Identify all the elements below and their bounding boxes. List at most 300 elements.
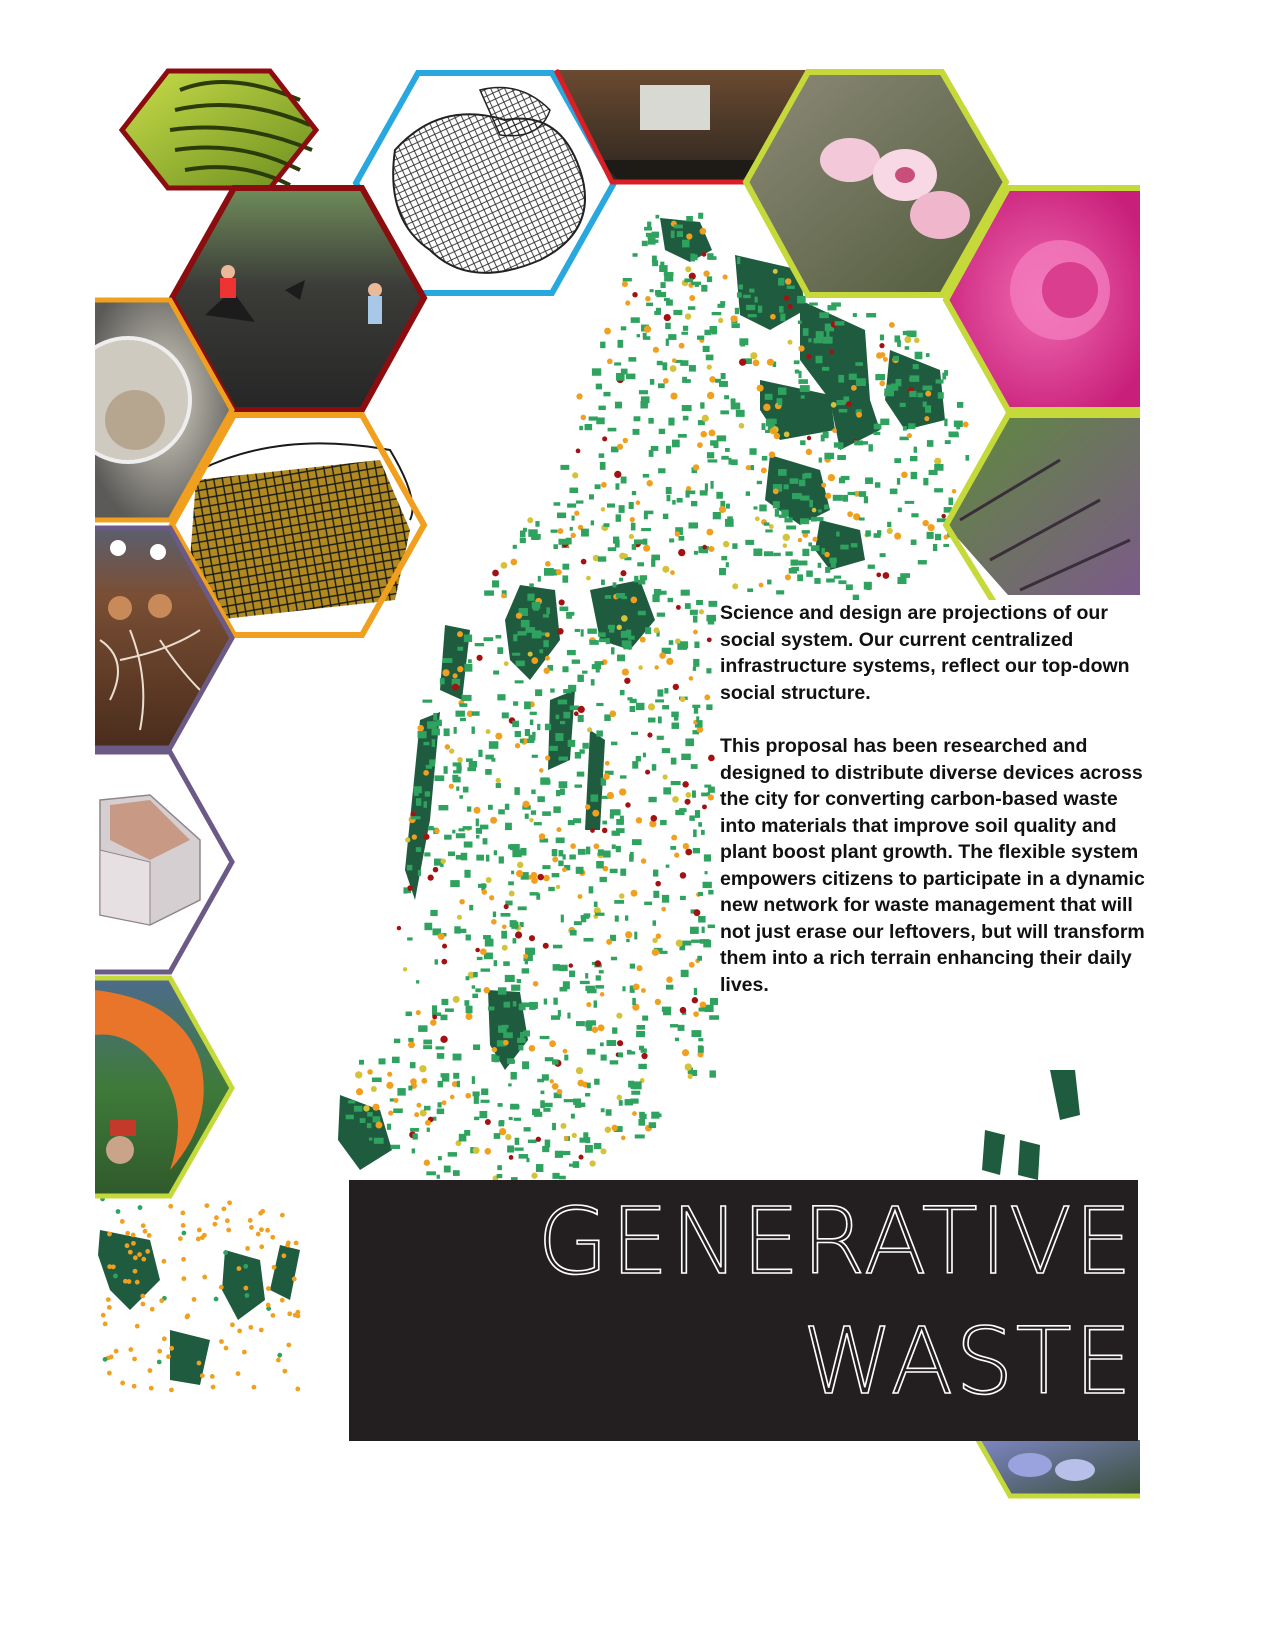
- map-site-mark: [911, 472, 918, 479]
- map-site-mark: [761, 423, 765, 430]
- map-site-mark: [632, 491, 636, 495]
- map-site-mark: [562, 575, 568, 582]
- map-site-mark: [624, 678, 630, 684]
- map-site-mark: [569, 855, 576, 860]
- map-site-mark: [800, 385, 810, 392]
- map-site-mark: [621, 1136, 626, 1141]
- map-site-mark: [515, 680, 524, 683]
- map-site-mark: [559, 606, 568, 611]
- title-line-1: GENERATIVE: [537, 1188, 1134, 1295]
- map-site-mark: [831, 402, 837, 408]
- map-site-mark: [515, 731, 521, 737]
- map-site-mark: [607, 1040, 617, 1046]
- map-site-mark: [440, 1015, 447, 1021]
- map-site-mark: [787, 286, 795, 289]
- map-site-mark: [214, 1215, 219, 1220]
- map-site-mark: [486, 729, 491, 734]
- map-site-mark: [684, 278, 693, 282]
- map-site-mark: [719, 506, 726, 513]
- map-site-mark: [598, 556, 606, 561]
- map-site-mark: [432, 729, 440, 736]
- map-site-mark: [212, 1222, 217, 1227]
- map-site-mark: [778, 387, 786, 394]
- map-site-mark: [646, 303, 653, 307]
- map-site-mark: [640, 637, 646, 643]
- map-site-mark: [897, 577, 906, 584]
- map-site-mark: [483, 838, 488, 844]
- map-site-mark: [438, 1081, 443, 1087]
- map-site-mark: [801, 395, 805, 398]
- map-site-mark: [683, 326, 688, 331]
- map-site-mark: [802, 549, 809, 556]
- map-site-mark: [243, 1264, 248, 1269]
- map-site-mark: [599, 453, 605, 458]
- map-site-mark: [620, 775, 627, 778]
- map-site-mark: [211, 1385, 216, 1390]
- map-site-mark: [456, 833, 465, 838]
- map-site-mark: [592, 1027, 598, 1033]
- map-site-mark: [638, 611, 646, 615]
- map-site-mark: [513, 1001, 517, 1006]
- map-site-mark: [558, 861, 563, 867]
- map-site-mark: [671, 758, 677, 765]
- map-site-mark: [374, 1138, 384, 1144]
- map-site-mark: [166, 1354, 171, 1359]
- map-site-mark: [181, 1257, 186, 1262]
- map-site-mark: [416, 847, 421, 852]
- map-site-mark: [683, 416, 689, 421]
- map-site-mark: [601, 580, 605, 585]
- map-site-mark: [457, 1081, 460, 1087]
- map-site-mark: [855, 362, 863, 366]
- map-site-mark: [227, 1200, 232, 1205]
- map-site-mark: [625, 300, 630, 305]
- map-site-mark: [575, 1104, 582, 1108]
- map-site-mark: [702, 415, 709, 422]
- map-site-mark: [623, 553, 628, 558]
- map-site-mark: [420, 1110, 427, 1117]
- map-site-mark: [880, 335, 884, 341]
- map-site-mark: [670, 846, 676, 850]
- map-site-mark: [454, 926, 460, 933]
- map-site-mark: [695, 810, 700, 818]
- map-site-mark: [727, 516, 733, 522]
- map-site-mark: [412, 1148, 415, 1153]
- map-site-mark: [460, 718, 466, 721]
- map-site-mark: [277, 1353, 282, 1358]
- map-site-mark: [237, 1329, 242, 1334]
- map-site-mark: [658, 468, 665, 473]
- map-site-mark: [520, 739, 524, 743]
- map-site-mark: [149, 1386, 154, 1391]
- map-site-mark: [836, 532, 839, 537]
- map-site-mark: [585, 1145, 593, 1153]
- map-site-mark: [660, 820, 667, 825]
- map-site-mark: [605, 595, 611, 599]
- map-site-mark: [736, 410, 745, 417]
- map-site-mark: [927, 532, 934, 539]
- map-site-mark: [915, 352, 923, 360]
- map-site-mark: [928, 524, 935, 531]
- map-site-mark: [543, 1103, 552, 1107]
- map-site-mark: [513, 938, 517, 943]
- map-site-mark: [616, 846, 621, 852]
- map-site-mark: [934, 488, 943, 492]
- map-site-mark: [372, 1077, 382, 1082]
- map-site-mark: [560, 465, 569, 470]
- map-site-mark: [379, 1058, 386, 1064]
- map-site-mark: [422, 700, 432, 703]
- map-site-mark: [649, 450, 654, 457]
- map-site-mark: [672, 358, 677, 363]
- map-site-mark: [564, 1136, 569, 1141]
- map-site-mark: [594, 1143, 602, 1149]
- map-site-mark: [610, 1060, 619, 1064]
- map-site-mark: [642, 241, 648, 246]
- map-site-mark: [788, 340, 793, 345]
- map-site-mark: [671, 781, 681, 785]
- map-site-mark: [788, 304, 793, 309]
- map-site-mark: [847, 511, 853, 517]
- map-site-mark: [438, 805, 448, 810]
- map-site-mark: [148, 1368, 153, 1373]
- map-site-mark: [808, 338, 811, 342]
- map-site-mark: [596, 975, 601, 980]
- map-site-mark: [911, 540, 917, 545]
- map-site-mark: [631, 317, 640, 323]
- map-site-mark: [147, 1233, 152, 1238]
- map-site-mark: [476, 655, 482, 661]
- map-site-mark: [620, 869, 626, 876]
- map-site-mark: [802, 474, 805, 480]
- map-site-mark: [463, 787, 469, 793]
- map-site-mark: [602, 821, 607, 825]
- map-site-mark: [416, 1010, 421, 1015]
- map-site-mark: [553, 806, 560, 813]
- map-site-mark: [178, 1236, 183, 1241]
- map-site-mark: [874, 533, 881, 538]
- map-site-mark: [619, 505, 625, 513]
- map-site-mark: [672, 440, 680, 448]
- map-site-mark: [924, 416, 929, 421]
- map-site-mark: [424, 1160, 430, 1166]
- map-site-mark: [560, 1123, 566, 1129]
- map-site-mark: [590, 828, 595, 833]
- map-site-mark: [718, 318, 723, 323]
- map-site-mark: [133, 1255, 138, 1260]
- map-site-mark: [601, 482, 607, 488]
- map-site-mark: [616, 828, 625, 833]
- map-site-mark: [416, 798, 421, 806]
- map-site-mark: [617, 1095, 623, 1101]
- map-site-mark: [670, 365, 677, 372]
- map-site-mark: [592, 664, 601, 669]
- map-site-mark: [636, 703, 644, 710]
- map-site-mark: [739, 284, 743, 289]
- map-site-mark: [586, 1002, 591, 1007]
- map-site-mark: [630, 597, 637, 604]
- map-site-mark: [614, 471, 621, 478]
- map-site-mark: [879, 381, 885, 387]
- map-site-mark: [432, 1015, 437, 1020]
- map-site-mark: [573, 818, 581, 823]
- map-site-mark: [576, 1067, 583, 1074]
- map-site-mark: [688, 306, 695, 310]
- map-site-mark: [665, 323, 671, 329]
- map-site-mark: [568, 685, 576, 692]
- map-site-mark: [774, 433, 781, 440]
- map-site-mark: [601, 507, 606, 512]
- map-site-mark: [511, 922, 518, 929]
- map-site-mark: [648, 238, 656, 245]
- map-site-mark: [731, 403, 741, 410]
- map-site-mark: [749, 289, 754, 293]
- map-site-mark: [615, 402, 622, 409]
- map-site-mark: [517, 862, 523, 868]
- map-site-mark: [459, 899, 465, 905]
- map-site-mark: [732, 583, 738, 589]
- map-site-mark: [917, 393, 922, 398]
- map-site-mark: [449, 784, 454, 789]
- map-site-mark: [515, 1138, 520, 1145]
- map-site-mark: [410, 1062, 416, 1068]
- body-paragraph-1: Science and design are projections of our social system. Our current centralized infrastructure systems, reflect our top-down social structure.: [720, 602, 1130, 704]
- map-site-mark: [699, 1008, 708, 1012]
- map-site-mark: [595, 484, 601, 489]
- map-site-mark: [437, 1175, 440, 1179]
- map-site-mark: [636, 817, 642, 823]
- map-site-mark: [585, 1021, 592, 1027]
- map-site-mark: [450, 880, 459, 887]
- map-site-mark: [440, 858, 446, 864]
- map-site-mark: [707, 364, 712, 369]
- map-site-mark: [113, 1274, 118, 1279]
- map-site-mark: [576, 867, 584, 874]
- map-site-mark: [702, 804, 707, 809]
- map-site-mark: [375, 1122, 382, 1129]
- map-site-mark: [615, 483, 619, 489]
- map-site-mark: [770, 419, 776, 424]
- map-site-mark: [691, 501, 697, 506]
- map-site-mark: [816, 356, 823, 364]
- map-site-mark: [595, 913, 605, 916]
- map-site-mark: [897, 478, 900, 485]
- map-site-mark: [739, 359, 746, 366]
- map-site-mark: [531, 810, 536, 814]
- map-site-mark: [682, 240, 689, 248]
- map-site-mark: [668, 598, 674, 602]
- map-site-mark: [875, 482, 880, 487]
- map-site-mark: [522, 801, 529, 808]
- map-site-mark: [914, 447, 917, 453]
- map-site-mark: [498, 1103, 503, 1107]
- map-site-mark: [243, 1286, 248, 1291]
- map-site-mark: [691, 764, 698, 769]
- map-site-mark: [581, 529, 589, 537]
- map-site-mark: [936, 379, 944, 383]
- map-site-mark: [482, 889, 488, 895]
- map-site-mark: [372, 1104, 379, 1111]
- map-site-mark: [891, 383, 898, 390]
- map-site-mark: [457, 915, 462, 920]
- map-site-mark: [784, 484, 789, 489]
- map-site-mark: [644, 326, 651, 333]
- map-site-mark: [512, 850, 521, 858]
- map-site-mark: [732, 543, 737, 549]
- map-site-mark: [629, 854, 633, 861]
- map-site-mark: [883, 357, 888, 362]
- map-site-mark: [456, 766, 461, 771]
- map-site-mark: [493, 670, 499, 674]
- map-site-mark: [477, 957, 483, 960]
- body-paragraph-2: This proposal has been researched and designed to distribute diverse devices across the city for converting carbon-based waste into materials that improve soil quality and plant boost plant growth. The flexible system empowers citizens to participate in a dynamic new network for waste management that will not just erase our leftovers, but will transform them into a rich terrain enhancing their daily lives.: [720, 735, 1145, 996]
- map-site-mark: [575, 752, 581, 759]
- map-site-mark: [369, 1138, 373, 1141]
- map-site-mark: [689, 962, 695, 968]
- map-site-mark: [271, 1313, 276, 1318]
- map-site-mark: [252, 1385, 257, 1390]
- map-site-mark: [698, 213, 703, 219]
- map-site-mark: [713, 512, 721, 519]
- map-site-mark: [709, 430, 716, 437]
- map-site-mark: [363, 1105, 369, 1111]
- map-site-mark: [666, 985, 673, 990]
- map-site-mark: [824, 505, 829, 510]
- map-site-mark: [418, 731, 427, 738]
- map-site-mark: [865, 477, 873, 484]
- map-site-mark: [811, 545, 820, 551]
- map-site-mark: [621, 477, 627, 484]
- map-site-mark: [529, 583, 534, 587]
- map-site-mark: [567, 503, 576, 507]
- map-site-mark: [707, 392, 714, 399]
- map-site-mark: [464, 1000, 469, 1006]
- map-site-mark: [578, 715, 584, 722]
- map-site-mark: [224, 1346, 229, 1351]
- title-block: [349, 1180, 1138, 1441]
- map-site-mark: [589, 886, 594, 893]
- map-site-mark: [763, 404, 770, 411]
- map-site-mark: [576, 393, 582, 399]
- map-site-mark: [433, 867, 439, 873]
- map-site-mark: [841, 476, 850, 480]
- map-site-mark: [387, 1072, 392, 1077]
- map-site-mark: [829, 350, 834, 355]
- map-site-mark: [582, 671, 587, 674]
- map-site-mark: [545, 755, 550, 760]
- map-site-mark: [242, 1350, 247, 1355]
- map-site-mark: [598, 632, 606, 637]
- map-site-mark: [587, 1049, 596, 1055]
- map-site-mark: [448, 852, 455, 857]
- map-site-mark: [545, 656, 550, 661]
- map-site-mark: [694, 988, 697, 995]
- map-site-mark: [489, 741, 499, 749]
- map-site-mark: [607, 503, 615, 507]
- map-site-mark: [424, 801, 427, 808]
- map-site-mark: [496, 783, 501, 788]
- map-site-mark: [613, 582, 617, 587]
- map-site-mark: [784, 431, 790, 437]
- map-site-mark: [887, 528, 893, 534]
- map-site-mark: [106, 1297, 111, 1302]
- map-site-mark: [464, 635, 472, 643]
- map-site-mark: [505, 975, 515, 982]
- map-site-mark: [596, 730, 603, 736]
- map-site-mark: [576, 449, 581, 454]
- map-site-mark: [909, 378, 918, 381]
- map-site-mark: [610, 869, 618, 873]
- map-site-mark: [643, 545, 650, 552]
- map-site-mark: [200, 1235, 205, 1240]
- map-site-mark: [453, 1073, 459, 1079]
- map-site-mark: [552, 1173, 559, 1179]
- map-site-mark: [517, 631, 526, 635]
- map-site-mark: [664, 275, 673, 282]
- map-site-mark: [708, 890, 713, 895]
- map-site-mark: [832, 428, 837, 433]
- map-site-mark: [600, 342, 605, 349]
- map-site-mark: [648, 718, 656, 723]
- map-site-mark: [587, 1083, 591, 1089]
- map-site-mark: [581, 415, 587, 421]
- map-site-mark: [225, 1218, 230, 1223]
- map-site-mark: [507, 1058, 514, 1064]
- map-site-mark: [914, 338, 920, 344]
- map-site-mark: [758, 306, 762, 313]
- map-site-mark: [469, 761, 477, 768]
- map-site-mark: [666, 446, 671, 454]
- map-site-mark: [492, 580, 499, 587]
- map-site-mark: [423, 770, 429, 776]
- map-site-mark: [430, 1019, 436, 1025]
- map-site-mark: [169, 1388, 174, 1393]
- map-site-mark: [510, 1104, 519, 1110]
- map-site-mark: [442, 669, 449, 676]
- map-site-mark: [354, 1106, 362, 1112]
- map-site-mark: [706, 668, 711, 673]
- map-site-mark: [647, 732, 652, 737]
- map-site-mark: [560, 789, 565, 795]
- map-site-mark: [583, 938, 593, 942]
- map-site-mark: [438, 933, 445, 940]
- map-site-mark: [653, 347, 659, 353]
- map-site-mark: [505, 1134, 511, 1140]
- map-site-mark: [802, 530, 810, 533]
- map-site-mark: [457, 757, 463, 763]
- map-site-mark: [720, 410, 729, 414]
- map-site-mark: [663, 378, 669, 384]
- map-site-mark: [103, 1321, 108, 1326]
- map-site-mark: [805, 473, 812, 478]
- map-site-mark: [502, 945, 508, 951]
- map-site-mark: [467, 767, 476, 771]
- map-site-mark: [785, 551, 792, 555]
- map-site-mark: [656, 215, 660, 219]
- map-site-mark: [475, 643, 484, 646]
- map-site-mark: [770, 314, 776, 320]
- map-site-mark: [513, 634, 517, 641]
- map-site-mark: [425, 791, 430, 796]
- map-site-mark: [466, 976, 470, 980]
- map-site-mark: [428, 875, 434, 881]
- map-site-mark: [791, 567, 799, 571]
- map-site-mark: [501, 913, 511, 917]
- map-site-mark: [508, 881, 514, 885]
- map-site-mark: [945, 440, 951, 444]
- map-site-mark: [935, 534, 941, 540]
- map-site-mark: [697, 336, 704, 340]
